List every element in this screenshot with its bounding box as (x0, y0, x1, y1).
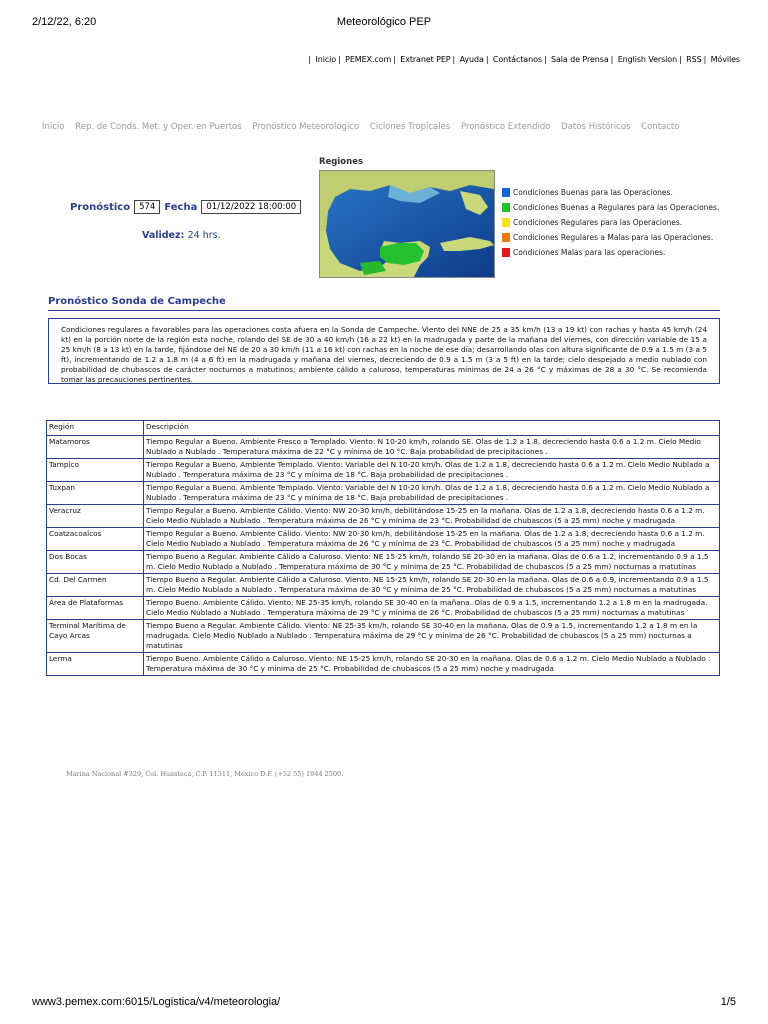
header-description: Descripción (144, 421, 720, 436)
nav-separator: | (308, 55, 312, 64)
table-row (47, 436, 720, 459)
row-description: Tiempo Bueno a Regular. Ambiente Cálido a Caluroso. Viento: NE 15-25 km/h, rolando SE 20-30 en la mañana. Olas de 0.6 a 1.2, incrementando 0.9 a 1.5 m. Cielo Medio Nublado a Nublado . Temperatura máxima de 30 °C y mínima de 25 °C. Probabilidad de chubascos (5 a 25 mm) nocturnas a matutinas (144, 551, 720, 574)
legend-swatch (502, 218, 510, 227)
legend-label: Condiciones Malas para las operaciones. (513, 248, 666, 257)
footer-address: Marina Nacional #329, Col. Huasteca, C.P. 11311, México D.F. (+52 55) 1944 2500. (66, 770, 344, 778)
main-nav-extendido[interactable]: Pronóstico Extendido (460, 122, 551, 132)
print-footer (32, 996, 736, 1010)
table-row (47, 574, 720, 597)
table-row (47, 653, 720, 676)
main-nav-contacto[interactable]: Contacto (641, 122, 680, 132)
row-description: Tiempo Regular a Bueno. Ambiente Fresco a Templado. Viento: N 10-20 km/h, rolando SE. Olas de 1.2 a 1.8, decreciendo hasta 0.6 a 1.2 m. Cielo Medio Nublado a Nublado . Temperatura máxima de 22 °C y mínima de 10 °C. Baja probabilidad de precipitaciones . (144, 436, 720, 459)
nav-separator: | (703, 55, 707, 64)
regions-legend (502, 185, 719, 260)
forecast-row (70, 200, 305, 214)
row-region: Tuxpan (47, 482, 144, 505)
table-row (47, 505, 720, 528)
gulf-of-mexico-map (320, 171, 494, 277)
legend-label: Condiciones Regulares para las Operaciones. (513, 218, 683, 227)
table-row (47, 482, 720, 505)
top-nav-inicio[interactable]: Inicio (315, 55, 337, 64)
top-nav-sala-prensa[interactable]: Sala de Prensa (551, 55, 609, 64)
regions-table (46, 420, 720, 676)
regions-title: Regiones (319, 157, 364, 167)
row-description: Tiempo Bueno. Ambiente Cálido a Caluroso. Viento: NE 15-25 km/h, rolando SE 20-30 en la mañana. Olas de 0.6 a 1.2 m. Cielo Medio Nublado a Nublado . Temperatura máxima de 30 °C y mínima de 25 °C. Probabilidad de chubascos (5 a 25 mm) noche y madrugada (144, 653, 720, 676)
top-nav-contactanos[interactable]: Contáctanos (492, 55, 542, 64)
legend-label: Condiciones Regulares a Malas para las Operaciones. (513, 233, 714, 242)
forecast-label: Pronóstico (70, 201, 131, 213)
validity-value: 24 hrs. (187, 230, 221, 241)
table-row (47, 551, 720, 574)
nav-separator: | (485, 55, 489, 64)
row-region: Tampico (47, 459, 144, 482)
row-region: Veracruz (47, 505, 144, 528)
nav-separator: | (338, 55, 341, 64)
legend-swatch (502, 203, 510, 212)
main-nav (42, 122, 687, 132)
table-header-row (47, 421, 720, 436)
row-description: Tiempo Bueno a Regular. Ambiente Cálido a Caluroso. Viento: NE 15-25 km/h, rolando SE 20-30 en la mañana. Olas de 0.6 a 0.9, incrementando 0.9 a 1.5 m. Cielo Medio Nublado a Nublado . Temperatura máxima de 30 °C y mínima de 25 °C. Probabilidad de chubascos (5 a 25 mm) nocturnas a matutinas (144, 574, 720, 597)
top-nav-ayuda[interactable]: Ayuda (459, 55, 484, 64)
forecast-date-label: Fecha (164, 201, 198, 213)
top-nav-english[interactable]: English Version (617, 55, 678, 64)
table-row (47, 597, 720, 620)
table-row (47, 620, 720, 653)
nav-separator: | (543, 55, 547, 64)
legend-item (502, 215, 719, 230)
regions-map[interactable] (319, 170, 495, 278)
top-nav (150, 55, 740, 64)
section-title: Pronóstico Sonda de Campeche (48, 296, 226, 307)
table-row (47, 528, 720, 551)
validity (142, 230, 221, 241)
legend-item (502, 200, 719, 215)
row-description: Tiempo Regular a Bueno. Ambiente Templado. Viento: Variable del N 10-20 km/h. Olas de 1.2 a 1.8, decreciendo hasta 0.6 a 1.2 m. Cielo Medio Nublado a Nublado . Temperatura máxima de 23 °C y mínima de 18 °C. Baja probabilidad de precipitaciones . (144, 459, 720, 482)
top-nav-pemex[interactable]: PEMEX.com (345, 55, 392, 64)
print-header (32, 16, 736, 30)
print-title: Meteorológico PEP (336, 16, 432, 28)
main-nav-pronostico[interactable]: Pronóstico Meteorológico (252, 122, 360, 132)
nav-separator: | (393, 55, 396, 64)
row-description: Tiempo Regular a Bueno. Ambiente Templado. Viento: Variable del N 10-20 km/h. Olas de 1.2 a 1.8, decreciendo hasta 0.6 a 1.2 m. Cielo Medio Nublado a Nublado . Temperatura máxima de 23 °C y mínima de 18 °C. Baja probabilidad de precipitaciones . (144, 482, 720, 505)
legend-item (502, 245, 719, 260)
print-date: 2/12/22, 6:20 (32, 16, 97, 28)
forecast-date: 01/12/2022 18:00:00 (201, 200, 301, 214)
row-description: Tiempo Regular a Bueno. Ambiente Cálido. Viento: NW 20-30 km/h, debilitándose 15-25 en la mañana. Olas de 1.2 a 1.8, decreciendo hasta 0.6 a 1.2 m. Cielo Medio Nublado a Nublado . Temperatura máxima de 26 °C y mínima de 23 °C. Probabilidad de chubascos (5 a 25 mm) noche y madrugada (144, 505, 720, 528)
print-page-number: 1/5 (720, 996, 736, 1008)
row-description: Tiempo Bueno a Regular. Ambiente Cálido. Viento: NE 25-35 km/h, rolando SE 30-40 en la mañana. Olas de 0.9 a 1.5, incrementando 1.2 a 1.8 m en la madrugada. Cielo Medio Nublado a Nublado . Temperatura máxima de 29 °C y mínima de 26 °C. Probabilidad de chubascos (5 a 25 mm) nocturnas a matutinas (144, 620, 720, 653)
main-nav-inicio[interactable]: Inicio (42, 122, 65, 132)
header-region: Región (47, 421, 144, 436)
top-nav-rss[interactable]: RSS (686, 55, 702, 64)
row-region: Terminal Marítima de Cayo Arcas (47, 620, 144, 653)
forecast-summary: Condiciones regulares a favorables para las operaciones costa afuera en la Sonda de Campeche. Viento del NNE de 25 a 35 km/h (13 a 19 kt) con rachas y hasta 45 km/h (24 kt) en la porción norte de la región esta noche, rolando del SE de 30 a 40 km/h (16 a 22 kt) en la madrugada y parte de la mañana del viernes, con dirección variable de 15 a 25 km/h (8 a 13 kt) en la tarde, fijándose del NE de 20 a 30 km/h (11 a 16 kt) con rachas en la noche de ese día; desarrollando olas con altura significante de 0.9 a 1.5 m (3 a 5 ft), incrementando de 1.2 a 1.8 m (4 a 6 ft) en la madrugada y mañana del viernes, decreciendo de 0.9 a 1.5 m (3 a 5 ft) en la tarde; cielo despejado a medio nublado con probabilidad de chubascos de carácter nocturnos a matutinos; ambiente cálido a caluroso, temperaturas mínimas de 24 a 26 °C y máximas de 28 a 30 °C. Se recomienda tomar las precauciones pertinentes. (48, 318, 720, 384)
row-region: Cd. Del Carmen (47, 574, 144, 597)
print-url: www3.pemex.com:6015/Logistica/v4/meteorologia/ (32, 996, 281, 1008)
legend-label: Condiciones Buenas a Regulares para las Operaciones. (513, 203, 720, 212)
legend-label: Condiciones Buenas para las Operaciones. (513, 188, 673, 197)
row-region: Matamoros (47, 436, 144, 459)
forecast-number: 574 (134, 200, 160, 214)
main-nav-rep-conds[interactable]: Rep. de Conds. Met. y Oper. en Puertos (75, 122, 242, 132)
nav-separator: | (679, 55, 682, 64)
nav-separator: | (610, 55, 614, 64)
row-region: Área de Plataformas (47, 597, 144, 620)
row-region: Lerma (47, 653, 144, 676)
legend-swatch (502, 248, 510, 257)
main-nav-historicos[interactable]: Datos Históricos (561, 122, 631, 132)
nav-separator: | (452, 55, 456, 64)
row-description: Tiempo Bueno. Ambiente Cálido. Viento: NE 25-35 km/h, rolando SE 30-40 en la mañana. Olas de 0.9 a 1.5, incrementando 1.2 a 1.8 m en la madrugada. Cielo Medio Nublado a Nublado . Temperatura máxima de 29 °C y mínima de 26 °C. Probabilidad de chubascos (5 a 25 mm) nocturnas a matutinas (144, 597, 720, 620)
main-nav-ciclones[interactable]: Ciclones Tropicales (369, 122, 451, 132)
legend-item (502, 230, 719, 245)
table-row (47, 459, 720, 482)
row-region: Dos Bocas (47, 551, 144, 574)
row-description: Tiempo Regular a Bueno. Ambiente Cálido. Viento: NW 20-30 km/h, debilitándose 15-25 en la mañana. Olas de 1.2 a 1.8, decreciendo hasta 0.6 a 1.2 m. Cielo Medio Nublado a Nublado . Temperatura máxima de 26 °C y mínima de 23 °C. Probabilidad de chubascos (5 a 25 mm) noche y madrugada (144, 528, 720, 551)
row-region: Coatzacoalcos (47, 528, 144, 551)
legend-item (502, 185, 719, 200)
validity-label: Validez: (142, 230, 185, 241)
legend-swatch (502, 188, 510, 197)
top-nav-extranet[interactable]: Extranet PEP (400, 55, 451, 64)
top-nav-moviles[interactable]: Móviles (710, 55, 740, 64)
section-divider (48, 310, 720, 311)
legend-swatch (502, 233, 510, 242)
